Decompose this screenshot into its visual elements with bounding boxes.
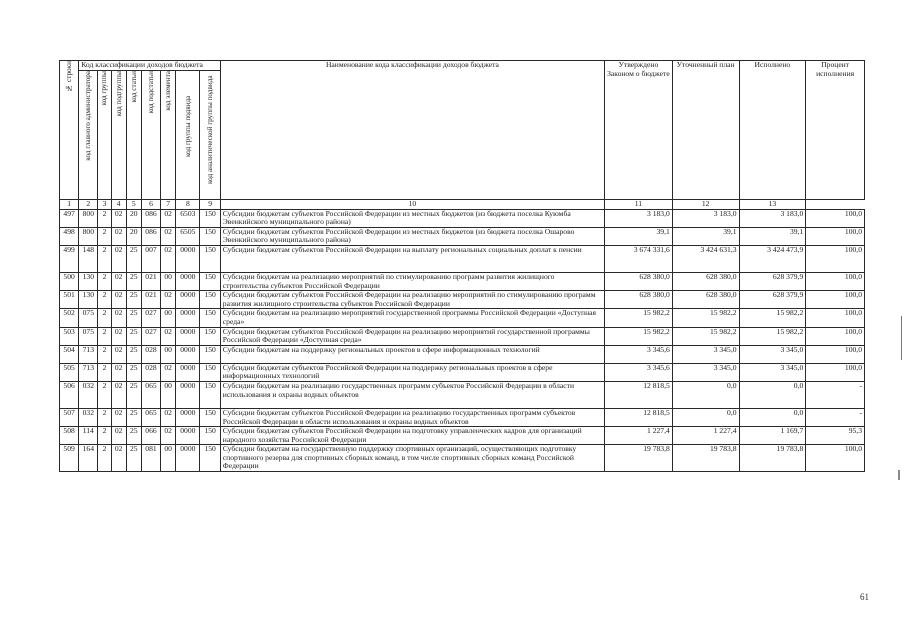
code-group: 2 — [98, 345, 111, 363]
revised-value: 3 345,0 — [672, 345, 739, 363]
approved-value: 3 345,6 — [605, 363, 673, 381]
code-admin: 130 — [79, 291, 98, 309]
code-article: 20 — [126, 209, 141, 227]
code-subarticle: 021 — [141, 291, 160, 309]
executed-value: 3 345,0 — [739, 345, 806, 363]
code-article: 25 — [126, 327, 141, 345]
code-admin: 800 — [79, 209, 98, 227]
code-element: 02 — [161, 291, 176, 309]
table-row — [60, 245, 865, 272]
code-subtype-group: 0000 — [176, 245, 200, 272]
code-admin: 800 — [79, 227, 98, 245]
code-element: 02 — [161, 408, 176, 426]
table-row — [60, 363, 865, 381]
table-row — [60, 408, 865, 426]
header-revised: Уточненный план — [672, 61, 739, 200]
code-subarticle: 028 — [141, 363, 160, 381]
header-code-subtype-group: код группы подвида — [176, 71, 200, 200]
code-element: 00 — [161, 345, 176, 363]
executed-value: 0,0 — [739, 408, 806, 426]
header-code-element: код элемента — [161, 71, 176, 200]
col-num: 6 — [141, 200, 160, 210]
code-element: 00 — [161, 272, 176, 290]
code-subgroup: 02 — [111, 245, 126, 272]
percent-value: - — [806, 408, 865, 426]
code-subtype-group: 0000 — [176, 272, 200, 290]
code-article: 20 — [126, 227, 141, 245]
code-analytic-group: 150 — [200, 363, 220, 381]
code-group: 2 — [98, 209, 111, 227]
code-element: 02 — [161, 363, 176, 381]
table-row — [60, 227, 865, 245]
header-code-subgroup: код подгруппы — [111, 71, 126, 200]
code-article: 25 — [126, 272, 141, 290]
col-num: 10 — [220, 200, 604, 210]
col-num: 13 — [739, 200, 806, 210]
approved-value: 1 227,4 — [605, 427, 673, 445]
code-admin: 713 — [79, 363, 98, 381]
col-num: 8 — [176, 200, 200, 210]
code-subarticle: 066 — [141, 427, 160, 445]
code-analytic-group: 150 — [200, 272, 220, 290]
percent-value: 100,0 — [806, 291, 865, 309]
revenue-name: Субсидии бюджетам субъектов Российской Федерации на реализацию мероприятий по стимулированию программ развития жилищного строительства субъектов Российской Федерации — [220, 291, 604, 309]
code-subarticle: 086 — [141, 209, 160, 227]
percent-value: 95,3 — [806, 427, 865, 445]
code-element: 02 — [161, 427, 176, 445]
code-group: 2 — [98, 227, 111, 245]
revised-value: 0,0 — [672, 408, 739, 426]
code-analytic-group: 150 — [200, 427, 220, 445]
code-admin: 032 — [79, 408, 98, 426]
table-row — [60, 209, 865, 227]
header-code-subarticle: код подстатьи — [141, 71, 160, 200]
table-row — [60, 445, 865, 472]
code-analytic-group: 150 — [200, 445, 220, 472]
table-row — [60, 427, 865, 445]
code-subarticle: 065 — [141, 381, 160, 408]
executed-value: 1 169,7 — [739, 427, 806, 445]
table-row — [60, 272, 865, 290]
code-admin: 075 — [79, 327, 98, 345]
row-number: 503 — [60, 327, 79, 345]
code-subarticle: 021 — [141, 272, 160, 290]
code-group: 2 — [98, 309, 111, 327]
revised-value: 1 227,4 — [672, 427, 739, 445]
row-number: 505 — [60, 363, 79, 381]
header-code-article: код статьи — [126, 71, 141, 200]
approved-value: 19 783,8 — [605, 445, 673, 472]
code-subgroup: 02 — [111, 408, 126, 426]
code-subgroup: 02 — [111, 427, 126, 445]
code-subarticle: 007 — [141, 245, 160, 272]
col-num: 1 — [60, 200, 79, 210]
row-number: 504 — [60, 345, 79, 363]
row-number: 500 — [60, 272, 79, 290]
revenue-name: Субсидии бюджетам на реализацию мероприятий государственной программы Российской Федерации «Доступная среда» — [220, 309, 604, 327]
code-admin: 713 — [79, 345, 98, 363]
approved-value: 628 380,0 — [605, 272, 673, 290]
percent-value: 100,0 — [806, 309, 865, 327]
row-number: 499 — [60, 245, 79, 272]
approved-value: 15 982,2 — [605, 327, 673, 345]
table-row — [60, 381, 865, 408]
percent-value: - — [806, 381, 865, 408]
code-subgroup: 02 — [111, 309, 126, 327]
code-analytic-group: 150 — [200, 327, 220, 345]
row-number: 501 — [60, 291, 79, 309]
executed-value: 15 982,2 — [739, 309, 806, 327]
row-number: 506 — [60, 381, 79, 408]
code-article: 25 — [126, 445, 141, 472]
header-name: Наименование кода классификации доходов бюджета — [220, 61, 604, 200]
header-code-group-col: код группы — [98, 71, 111, 200]
code-analytic-group: 150 — [200, 408, 220, 426]
code-article: 25 — [126, 291, 141, 309]
col-num: 12 — [672, 200, 739, 210]
row-number: 498 — [60, 227, 79, 245]
code-article: 25 — [126, 381, 141, 408]
col-num: 2 — [79, 200, 98, 210]
header-row-1 — [60, 61, 865, 71]
code-element: 00 — [161, 445, 176, 472]
code-analytic-group: 150 — [200, 291, 220, 309]
revenue-name: Субсидии бюджетам на поддержку региональных проектов в сфере информационных технологий — [220, 345, 604, 363]
col-num: 3 — [98, 200, 111, 210]
code-group: 2 — [98, 445, 111, 472]
percent-value: 100,0 — [806, 345, 865, 363]
code-subgroup: 02 — [111, 227, 126, 245]
code-subtype-group: 0000 — [176, 291, 200, 309]
revised-value: 15 982,2 — [672, 309, 739, 327]
scan-edge-mark — [901, 316, 902, 360]
code-element: 00 — [161, 309, 176, 327]
revenue-name: Субсидии бюджетам субъектов Российской Федерации из местных бюджетов (из бюджета поселка Куюмба Эвенкийского муниципального района) — [220, 209, 604, 227]
row-number: 502 — [60, 309, 79, 327]
code-subgroup: 02 — [111, 291, 126, 309]
header-code-analytic-group: код аналитической группы подвида — [200, 71, 220, 200]
code-group: 2 — [98, 363, 111, 381]
code-article: 25 — [126, 245, 141, 272]
percent-value: 100,0 — [806, 445, 865, 472]
page-number: 61 — [860, 592, 869, 602]
scan-edge-mark — [898, 470, 900, 480]
code-analytic-group: 150 — [200, 245, 220, 272]
approved-value: 15 982,2 — [605, 309, 673, 327]
code-group: 2 — [98, 245, 111, 272]
code-analytic-group: 150 — [200, 381, 220, 408]
approved-value: 39,1 — [605, 227, 673, 245]
code-subtype-group: 0000 — [176, 381, 200, 408]
percent-value: 100,0 — [806, 209, 865, 227]
code-subtype-group: 0000 — [176, 427, 200, 445]
header-approved: Утверждено Законом о бюджете — [605, 61, 673, 200]
code-subgroup: 02 — [111, 209, 126, 227]
col-num: 7 — [161, 200, 176, 210]
row-number: 497 — [60, 209, 79, 227]
header-percent: Процент исполнения — [806, 61, 865, 200]
revised-value: 0,0 — [672, 381, 739, 408]
code-subgroup: 02 — [111, 363, 126, 381]
code-article: 25 — [126, 345, 141, 363]
code-analytic-group: 150 — [200, 309, 220, 327]
approved-value: 3 183,0 — [605, 209, 673, 227]
approved-value: 3 674 331,6 — [605, 245, 673, 272]
code-admin: 114 — [79, 427, 98, 445]
revised-value: 628 380,0 — [672, 272, 739, 290]
code-admin: 164 — [79, 445, 98, 472]
code-subarticle: 065 — [141, 408, 160, 426]
header-code-group: Код классификации доходов бюджета — [79, 61, 221, 71]
revenue-name: Субсидии бюджетам субъектов Российской Федерации из местных бюджетов (из бюджета поселка Ошарово Эвенкийского муниципального района) — [220, 227, 604, 245]
revenue-table — [59, 60, 865, 472]
approved-value: 628 380,0 — [605, 291, 673, 309]
code-subarticle: 081 — [141, 445, 160, 472]
code-subgroup: 02 — [111, 272, 126, 290]
code-group: 2 — [98, 381, 111, 408]
code-article: 25 — [126, 427, 141, 445]
header-code-admin: код главного администратора — [79, 71, 98, 200]
executed-value: 628 379,9 — [739, 291, 806, 309]
col-num: 9 — [200, 200, 220, 210]
percent-value: 100,0 — [806, 245, 865, 272]
revised-value: 15 982,2 — [672, 327, 739, 345]
header-row-no: № строки — [60, 61, 79, 200]
table-body — [60, 209, 865, 471]
code-analytic-group: 150 — [200, 345, 220, 363]
code-subtype-group: 6505 — [176, 227, 200, 245]
approved-value: 12 818,5 — [605, 381, 673, 408]
code-group: 2 — [98, 291, 111, 309]
approved-value: 3 345,6 — [605, 345, 673, 363]
revenue-name: Субсидии бюджетам субъектов Российской Федерации на поддержку региональных проектов в сфере информационных технологий — [220, 363, 604, 381]
code-subtype-group: 0000 — [176, 327, 200, 345]
row-number: 507 — [60, 408, 79, 426]
code-admin: 148 — [79, 245, 98, 272]
row-number: 509 — [60, 445, 79, 472]
code-group: 2 — [98, 272, 111, 290]
code-subgroup: 02 — [111, 381, 126, 408]
code-analytic-group: 150 — [200, 209, 220, 227]
executed-value: 19 783,8 — [739, 445, 806, 472]
code-subarticle: 027 — [141, 309, 160, 327]
table-row — [60, 345, 865, 363]
code-subtype-group: 0000 — [176, 363, 200, 381]
code-element: 02 — [161, 227, 176, 245]
executed-value: 3 424 473,9 — [739, 245, 806, 272]
executed-value: 0,0 — [739, 381, 806, 408]
code-admin: 075 — [79, 309, 98, 327]
code-element: 00 — [161, 381, 176, 408]
percent-value: 100,0 — [806, 327, 865, 345]
code-subarticle: 028 — [141, 345, 160, 363]
code-element: 02 — [161, 327, 176, 345]
code-subgroup: 02 — [111, 345, 126, 363]
code-article: 25 — [126, 363, 141, 381]
executed-value: 628 379,9 — [739, 272, 806, 290]
code-subgroup: 02 — [111, 327, 126, 345]
header-executed: Исполнено — [739, 61, 806, 200]
code-admin: 032 — [79, 381, 98, 408]
revenue-name: Субсидии бюджетам субъектов Российской Федерации на реализацию мероприятий государственной программы Российской Федерации «Доступная среда» — [220, 327, 604, 345]
code-subtype-group: 6503 — [176, 209, 200, 227]
code-admin: 130 — [79, 272, 98, 290]
column-numbers-row — [60, 200, 865, 210]
percent-value: 100,0 — [806, 227, 865, 245]
revised-value: 628 380,0 — [672, 291, 739, 309]
revenue-name: Субсидии бюджетам на реализацию государственных программ субъектов Российской Федерации в области использования и охраны водных объектов — [220, 381, 604, 408]
code-subgroup: 02 — [111, 445, 126, 472]
code-element: 02 — [161, 209, 176, 227]
code-group: 2 — [98, 427, 111, 445]
code-subarticle: 086 — [141, 227, 160, 245]
col-num: 4 — [111, 200, 126, 210]
executed-value: 3 345,0 — [739, 363, 806, 381]
code-group: 2 — [98, 327, 111, 345]
budget-sheet — [59, 60, 865, 472]
code-subtype-group: 0000 — [176, 345, 200, 363]
code-article: 25 — [126, 309, 141, 327]
code-subtype-group: 0000 — [176, 445, 200, 472]
revised-value: 3 183,0 — [672, 209, 739, 227]
revenue-name: Субсидии бюджетам на государственную поддержку спортивных организаций, осуществляющих подготовку спортивного резерва для спортивных сборных команд, в том числе спортивных сборных команд Российской Федерации — [220, 445, 604, 472]
code-article: 25 — [126, 408, 141, 426]
executed-value: 3 183,0 — [739, 209, 806, 227]
code-subarticle: 027 — [141, 327, 160, 345]
revised-value: 19 783,8 — [672, 445, 739, 472]
revenue-name: Субсидии бюджетам на реализацию мероприятий по стимулированию программ развития жилищного строительства субъектов Российской Федерации — [220, 272, 604, 290]
revenue-name: Субсидии бюджетам субъектов Российской Федерации на реализацию государственных программ субъектов Российской Федерации в области использования и охраны водных объектов — [220, 408, 604, 426]
code-subtype-group: 0000 — [176, 309, 200, 327]
executed-value: 39,1 — [739, 227, 806, 245]
table-row — [60, 327, 865, 345]
table-row — [60, 309, 865, 327]
col-num: 5 — [126, 200, 141, 210]
col-num: 11 — [605, 200, 673, 210]
percent-value: 100,0 — [806, 363, 865, 381]
table-row — [60, 291, 865, 309]
executed-value: 15 982,2 — [739, 327, 806, 345]
code-analytic-group: 150 — [200, 227, 220, 245]
code-element: 02 — [161, 245, 176, 272]
revenue-name: Субсидии бюджетам субъектов Российской Федерации на подготовку управленческих кадров для организаций народного хозяйства Российской Федерации — [220, 427, 604, 445]
revised-value: 3 424 631,3 — [672, 245, 739, 272]
revenue-name: Субсидии бюджетам субъектов Российской Федерации на выплату региональных социальных доплат к пенсии — [220, 245, 604, 272]
code-group: 2 — [98, 408, 111, 426]
revised-value: 39,1 — [672, 227, 739, 245]
percent-value: 100,0 — [806, 272, 865, 290]
approved-value: 12 818,5 — [605, 408, 673, 426]
code-subtype-group: 0000 — [176, 408, 200, 426]
row-number: 508 — [60, 427, 79, 445]
revised-value: 3 345,0 — [672, 363, 739, 381]
